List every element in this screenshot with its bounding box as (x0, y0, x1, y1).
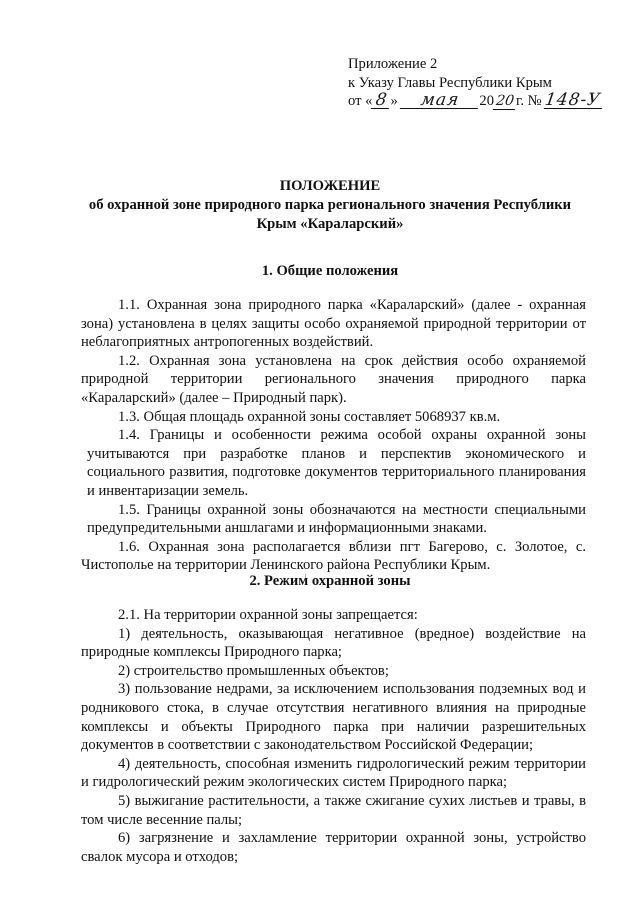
paragraph-2-1: 2.1. На территории охранной зоны запрещается: (118, 607, 418, 623)
appendix-block (348, 55, 628, 111)
paragraph-1-5: 1.5. Границы охранной зоны обозначаются на местности специальными предупредительными аншлагами и информационными знаками. (87, 501, 586, 537)
date-year-handwritten: 20 (493, 93, 517, 110)
paragraph-1-2: 1.2. Охранная зона установлена на срок действия особо охраняемой природной территории регионального значения природного парка «Караларский» (далее – Природный парк). (81, 352, 586, 406)
list-item-4: 4) деятельность, способная изменить гидрологический режим территории и гидрологический режим экологических систем Природного парка; (81, 755, 586, 791)
section2-heading: 2. Режим охранной зоны (249, 573, 411, 589)
section1-body (81, 296, 586, 575)
title-sub-line1: об охранной зоне природного парка регионального значения Республики (88, 197, 572, 213)
date-day-handwritten: 8 (371, 92, 391, 109)
appendix-decree: к Указу Главы Республики Крым (348, 74, 552, 91)
section1-heading: 1. Общие положения (261, 263, 399, 279)
decree-number-handwritten: 148-У (544, 92, 604, 109)
list-item-2: 2) строительство промышленных объектов; (118, 662, 389, 679)
date-month-handwritten: мая (400, 92, 480, 109)
paragraph-1-1: 1.1. Охранная зона природного парка «Караларский» (далее - охранная зона) установлена в целях защиты особо охраняемой природной территории от неблагоприятных антропогенных воздействий. (81, 297, 586, 351)
list-item-3: 3) пользование недрами, за исключением использования подземных вод и родникового стока, в случае отсутствия негативного влияния на природные комплексы и объекты Природного парка при наличии разрешительных документов в соответствии с законодательством Российской Федерации; (81, 681, 586, 754)
section2-body (81, 606, 586, 866)
paragraph-1-4: 1.4. Границы и особенности режима особой охраны охранной зоны учитываются при разработке планов и перспектив экономического и социального развития, подготовке документов территориального планирования и инвентаризации земель. (87, 427, 586, 499)
list-item-6: 6) загрязнение и захламление территории охранной зоны, устройство свалок мусора и отходов; (81, 830, 586, 865)
paragraph-1-6: 1.6. Охранная зона располагается вблизи пгт Багерово, с. Золотое, с. Чистополье на территории Ленинского района Республики Крым. (81, 538, 586, 574)
date-year-suffix: г. № (515, 93, 542, 110)
document-title (70, 177, 590, 234)
list-item-5: 5) выжигание растительности, а также сжигание сухих листьев и травы, в том числе весенние палы; (81, 792, 586, 828)
paragraph-1-3: 1.3. Общая площадь охранной зоны составляет 5068937 кв.м. (118, 408, 501, 425)
list-item-1: 1) деятельность, оказывающая негативное (вредное) воздействие на природные комплексы Природного парка; (81, 625, 586, 661)
appendix-date-line (348, 92, 628, 111)
appendix-title: Приложение 2 (348, 56, 438, 72)
title-sub-line2: Крым «Караларский» (256, 216, 404, 232)
title-main: ПОЛОЖЕНИЕ (279, 178, 381, 194)
date-mid: » (390, 93, 398, 110)
date-year-prefix: 20 (479, 93, 494, 110)
date-prefix: от « (348, 93, 373, 110)
